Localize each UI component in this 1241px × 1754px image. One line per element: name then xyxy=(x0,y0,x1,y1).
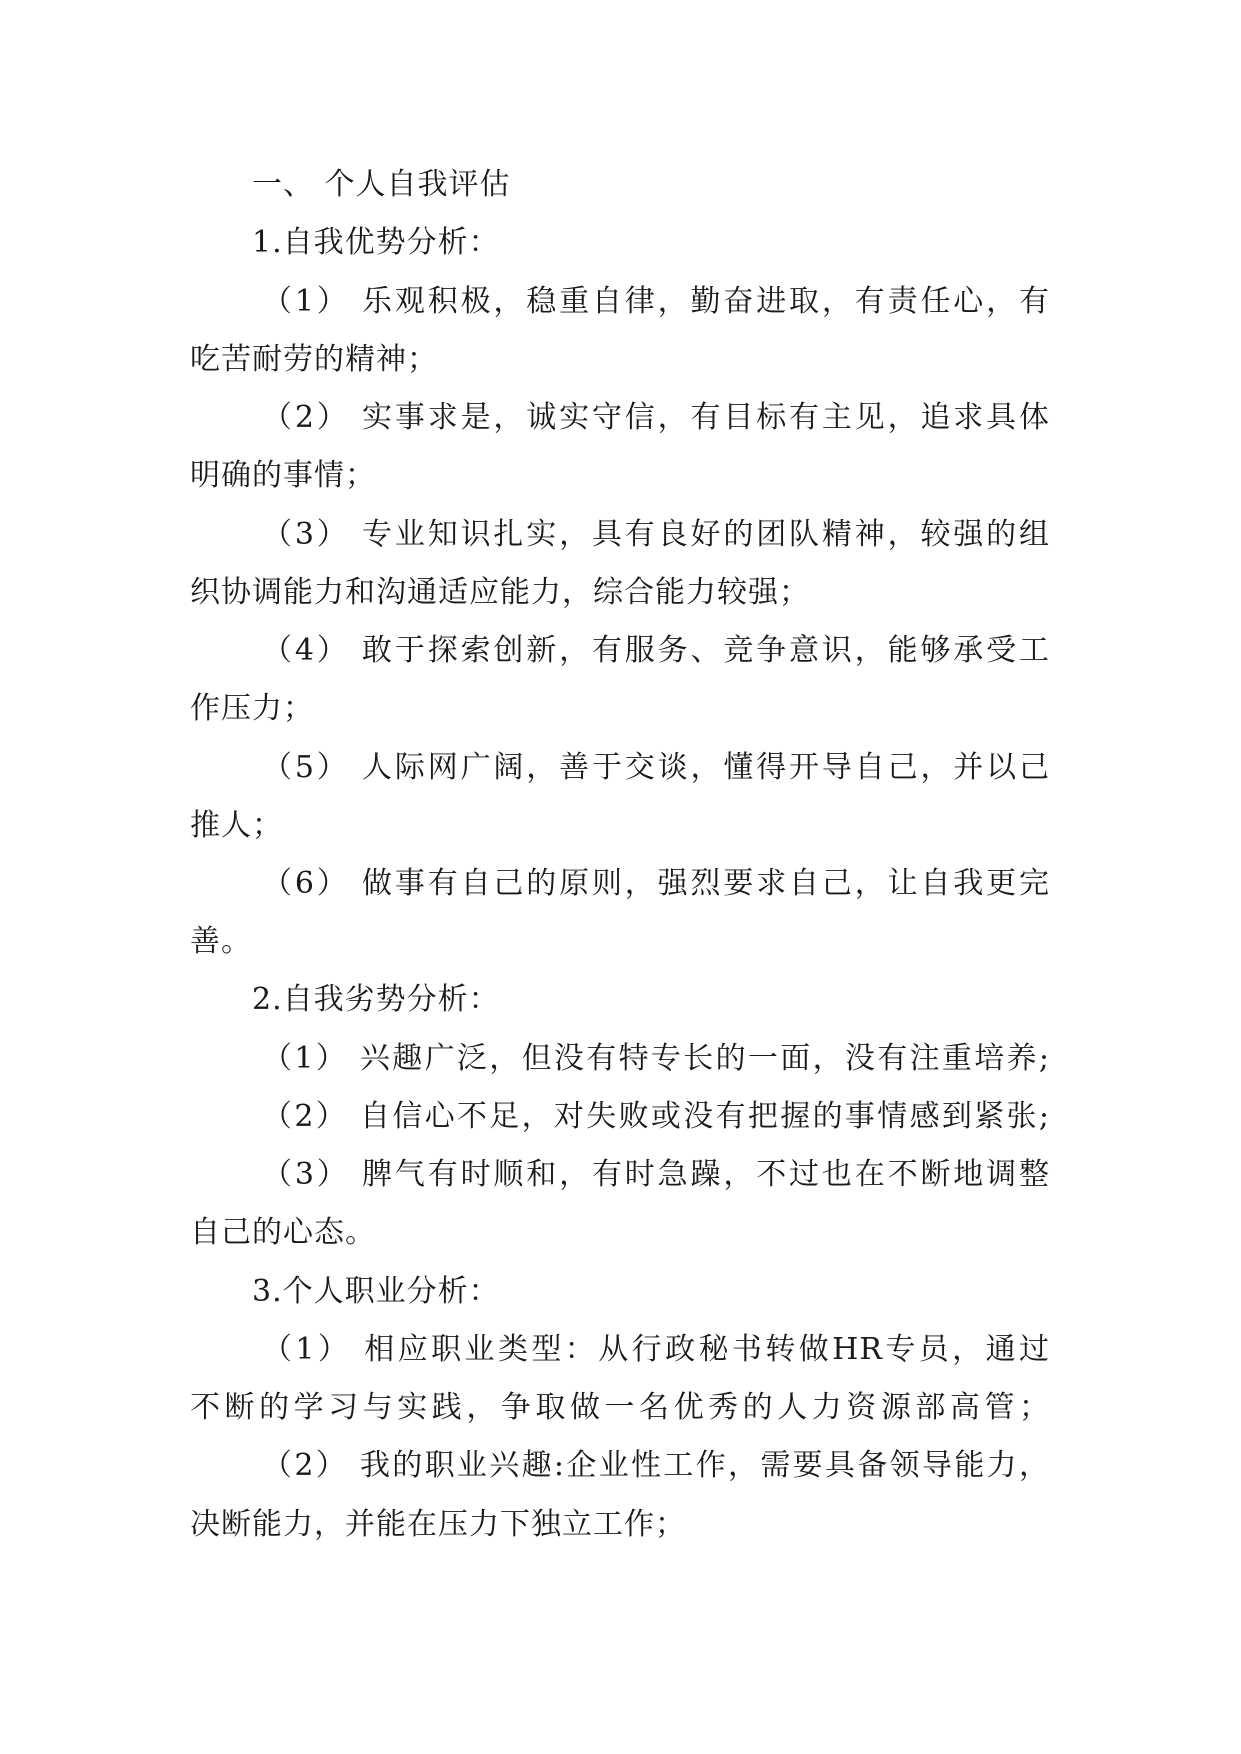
paragraph-line: （5） 人际网广阔，善于交谈，懂得开导自己，并以己 xyxy=(262,750,1050,785)
paragraph-line: （1） 乐观积极，稳重自律，勤奋进取，有责任心，有 xyxy=(262,284,1050,319)
paragraph-line: （2） 自信心不足，对失败或没有把握的事情感到紧张; xyxy=(262,1099,1050,1134)
paragraph-line: 自己的心态。 xyxy=(190,1215,376,1250)
paragraph-line: （1） 兴趣广泛，但没有特专长的一面，没有注重培养; xyxy=(262,1041,1050,1076)
subheading: 1.自我优势分析： xyxy=(252,225,500,260)
section-heading: 一、 个人自我评估 xyxy=(252,167,511,202)
paragraph-line: （6） 做事有自己的原则，强烈要求自己，让自我更完 xyxy=(262,866,1050,901)
paragraph-line: 决断能力，并能在压力下独立工作； xyxy=(190,1507,686,1542)
paragraph-line: （2） 我的职业兴趣:企业性工作，需要具备领导能力， xyxy=(262,1448,1050,1483)
paragraph-line: （2） 实事求是，诚实守信，有目标有主见，追求具体 xyxy=(262,400,1050,435)
paragraph-line: 作压力； xyxy=(190,691,314,726)
paragraph-line: 织协调能力和沟通适应能力，综合能力较强； xyxy=(190,575,810,610)
paragraph-line: （3） 专业知识扎实，具有良好的团队精神，较强的组 xyxy=(262,517,1050,552)
subheading: 2.自我劣势分析： xyxy=(252,982,500,1017)
paragraph-line: （3） 脾气有时顺和，有时急躁，不过也在不断地调整 xyxy=(262,1157,1050,1192)
subheading: 3.个人职业分析： xyxy=(252,1274,500,1309)
paragraph-line: 吃苦耐劳的精神； xyxy=(190,342,438,377)
paragraph-line: 善。 xyxy=(190,924,252,959)
paragraph-line: 不断的学习与实践，争取做一名优秀的人力资源部高管； xyxy=(190,1390,1050,1425)
paragraph-line: （1） 相应职业类型：从行政秘书转做HR专员，通过 xyxy=(262,1332,1050,1367)
paragraph-line: 明确的事情； xyxy=(190,458,376,493)
paragraph-line: 推人； xyxy=(190,808,283,843)
paragraph-line: （4） 敢于探索创新，有服务、竞争意识，能够承受工 xyxy=(262,633,1050,668)
